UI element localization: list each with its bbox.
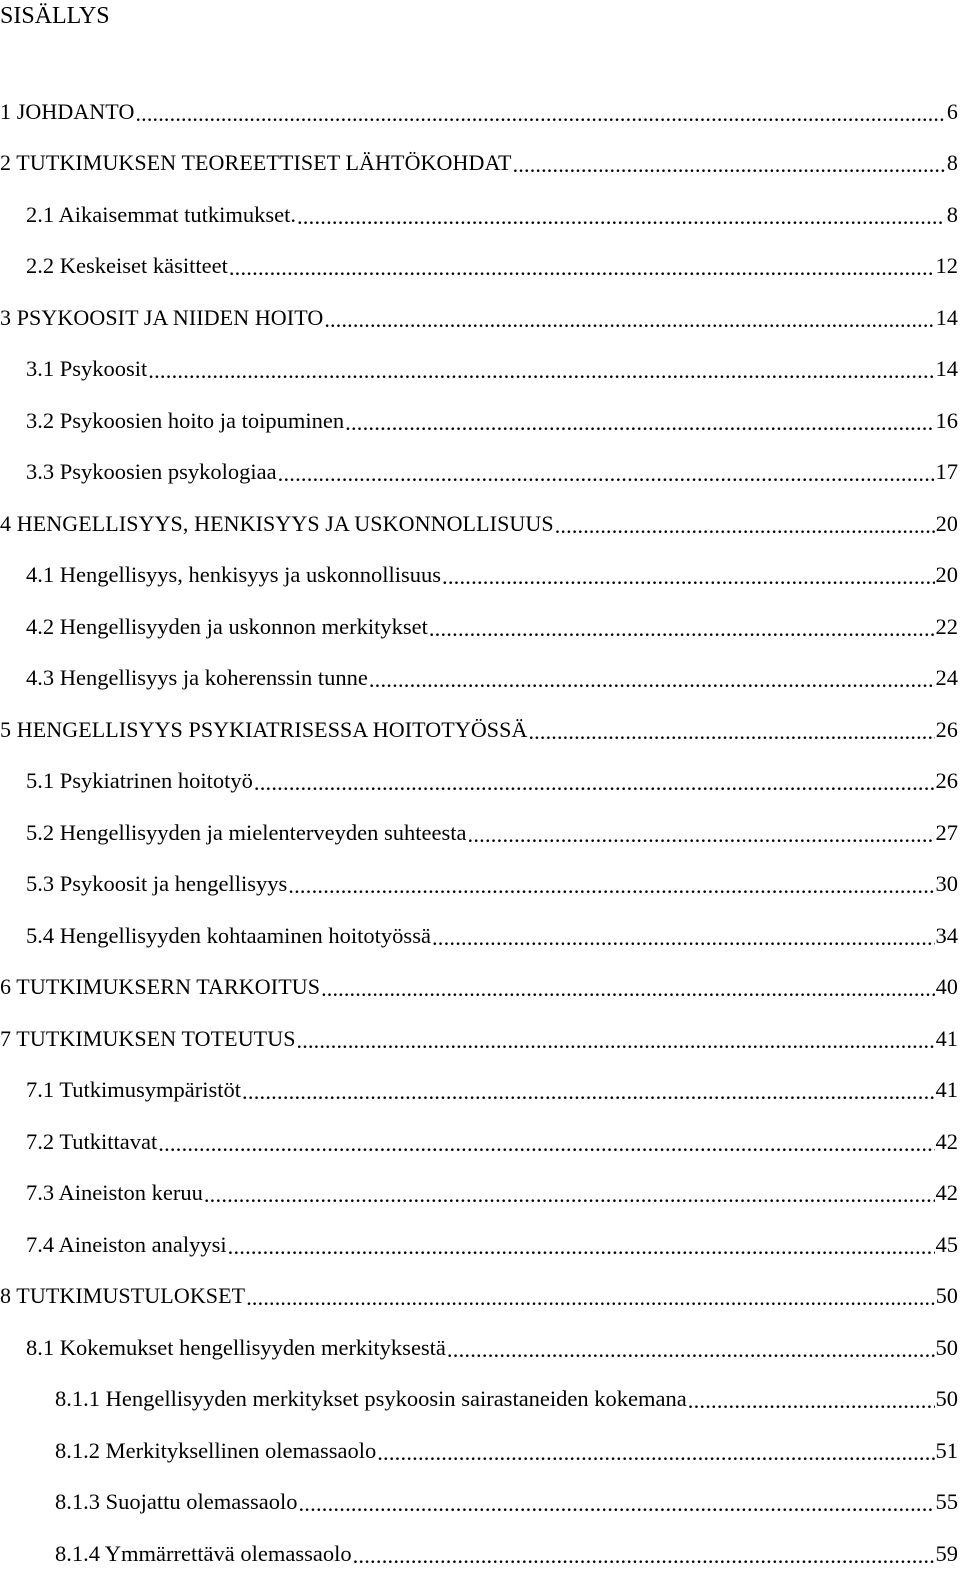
toc-entry-text: 8.1.3 Suojattu olemassaolo bbox=[55, 1489, 298, 1515]
dot-leader bbox=[288, 871, 934, 897]
toc-entry-page: 8 bbox=[946, 201, 958, 227]
toc-entry[interactable] bbox=[0, 756, 958, 808]
toc-entry-page: 17 bbox=[935, 459, 958, 485]
toc-entry-page: 59 bbox=[935, 1540, 958, 1566]
toc-entry[interactable] bbox=[0, 962, 958, 1014]
toc-entry[interactable] bbox=[0, 1477, 958, 1529]
toc-entry-text: 5.3 Psykoosit ja hengellisyys bbox=[26, 871, 288, 897]
toc-entry-text: 5.2 Hengellisyyden ja mielenterveyden suhteesta bbox=[26, 819, 467, 845]
toc-entry-page: 27 bbox=[935, 819, 958, 845]
toc-entry-page: 20 bbox=[935, 510, 958, 536]
toc-entry[interactable] bbox=[0, 704, 958, 756]
toc-entry-text: 7.2 Tutkittavat bbox=[26, 1128, 158, 1154]
toc-entry-text: 5.4 Hengellisyyden kohtaaminen hoitotyössä bbox=[26, 922, 431, 948]
toc-entry-page: 14 bbox=[935, 356, 958, 382]
dot-leader bbox=[321, 974, 935, 1000]
toc-entry-page: 16 bbox=[935, 407, 958, 433]
toc-entry[interactable] bbox=[0, 859, 958, 911]
dot-leader bbox=[468, 820, 935, 846]
toc-entry-text: 7 TUTKIMUKSEN TOTEUTUS bbox=[0, 1025, 296, 1051]
dot-leader bbox=[447, 1335, 935, 1361]
toc-entry-text: 3 PSYKOOSIT JA NIIDEN HOITO bbox=[0, 304, 324, 330]
toc-entry-page: 51 bbox=[935, 1437, 958, 1463]
toc-entry-page: 41 bbox=[935, 1077, 958, 1103]
toc-entry[interactable] bbox=[0, 1116, 958, 1168]
toc-entry-text: 5 HENGELLISYYS PSYKIATRISESSA HOITOTYÖSSÄ bbox=[0, 716, 528, 742]
toc-entry-text: 2.1 Aikaisemmat tutkimukset. bbox=[26, 201, 296, 227]
toc-entry-text: 3.2 Psykoosien hoito ja toipuminen bbox=[26, 407, 345, 433]
toc-title: SISÄLLYS bbox=[0, 3, 110, 29]
dot-leader bbox=[377, 1438, 934, 1464]
dot-leader bbox=[513, 150, 945, 176]
toc-entry-page: 45 bbox=[935, 1231, 958, 1257]
toc-entry-text: 7.4 Aineiston analyysi bbox=[26, 1231, 227, 1257]
toc-entry-page: 22 bbox=[935, 613, 958, 639]
toc-entry-text: 1 JOHDANTO bbox=[0, 98, 135, 124]
toc-entry-text: 7.1 Tutkimusympäristöt bbox=[26, 1077, 242, 1103]
toc-entry-page: 26 bbox=[935, 768, 958, 794]
toc-entry-page: 20 bbox=[935, 562, 958, 588]
toc-entry[interactable] bbox=[0, 653, 958, 705]
toc-entry[interactable] bbox=[0, 1065, 958, 1117]
toc-entry-page: 40 bbox=[935, 974, 958, 1000]
toc-entry-text: 4.2 Hengellisyyden ja uskonnon merkitykset bbox=[26, 613, 428, 639]
toc-entry-page: 26 bbox=[935, 716, 958, 742]
dot-leader bbox=[135, 99, 945, 125]
toc-entry-text: 8.1.4 Ymmärrettävä olemassaolo bbox=[55, 1540, 352, 1566]
toc-entry[interactable] bbox=[0, 86, 958, 138]
dot-leader bbox=[353, 1541, 935, 1567]
toc-entry[interactable] bbox=[0, 395, 958, 447]
dot-leader bbox=[528, 717, 934, 743]
toc-entry-text: 5.1 Psykiatrinen hoitotyö bbox=[26, 768, 253, 794]
dot-leader bbox=[688, 1386, 935, 1412]
toc-entry[interactable] bbox=[0, 1528, 958, 1580]
dot-leader bbox=[204, 1180, 935, 1206]
toc-entry-text: 2.2 Keskeiset käsitteet bbox=[26, 253, 228, 279]
toc-entry[interactable] bbox=[0, 1271, 958, 1323]
toc-entry-page: 6 bbox=[946, 98, 958, 124]
toc-entry[interactable] bbox=[0, 1013, 958, 1065]
toc-entry[interactable] bbox=[0, 1374, 958, 1426]
toc-entry-page: 14 bbox=[935, 304, 958, 330]
toc-entry-page: 24 bbox=[935, 665, 958, 691]
toc-entry-text: 4.1 Hengellisyys, henkisyys ja uskonnollisuus bbox=[26, 562, 441, 588]
toc-entry-text: 8.1 Kokemukset hengellisyyden merkityksestä bbox=[26, 1334, 446, 1360]
toc-entry-text: 7.3 Aineiston keruu bbox=[26, 1180, 203, 1206]
toc-entry-text: 8 TUTKIMUSTULOKSET bbox=[0, 1283, 246, 1309]
toc-entry[interactable] bbox=[0, 1425, 958, 1477]
toc-entry-text: 4 HENGELLISYYS, HENKISYYS JA USKONNOLLISUUS bbox=[0, 510, 554, 536]
toc-entry-page: 55 bbox=[935, 1489, 958, 1515]
dot-leader bbox=[254, 768, 935, 794]
toc-entry[interactable] bbox=[0, 498, 958, 550]
dot-leader bbox=[148, 356, 934, 382]
toc-entry[interactable] bbox=[0, 344, 958, 396]
toc-entry-text: 3.1 Psykoosit bbox=[26, 356, 148, 382]
toc-entry[interactable] bbox=[0, 910, 958, 962]
toc-entry-page: 42 bbox=[935, 1128, 958, 1154]
dot-leader bbox=[278, 459, 935, 485]
toc-entry-text: 6 TUTKIMUKSERN TARKOITUS bbox=[0, 974, 321, 1000]
dot-leader bbox=[432, 923, 935, 949]
toc-entry[interactable] bbox=[0, 292, 958, 344]
toc-entry-page: 42 bbox=[935, 1180, 958, 1206]
dot-leader bbox=[229, 253, 935, 279]
dot-leader bbox=[246, 1283, 935, 1309]
toc-entry-page: 50 bbox=[935, 1386, 958, 1412]
dot-leader bbox=[158, 1129, 934, 1155]
dot-leader bbox=[369, 665, 935, 691]
toc-entry[interactable] bbox=[0, 601, 958, 653]
toc-entry-text: 8.1.1 Hengellisyyden merkitykset psykoosin sairastaneiden kokemana bbox=[55, 1386, 687, 1412]
toc-entry[interactable] bbox=[0, 1168, 958, 1220]
dot-leader bbox=[555, 511, 935, 537]
dot-leader bbox=[429, 614, 935, 640]
toc-entry-page: 8 bbox=[946, 150, 958, 176]
dot-leader bbox=[242, 1077, 934, 1103]
dot-leader bbox=[442, 562, 935, 588]
toc-entry[interactable] bbox=[0, 138, 958, 190]
toc-entry-text: 2 TUTKIMUKSEN TEOREETTISET LÄHTÖKOHDAT bbox=[0, 150, 512, 176]
dot-leader bbox=[297, 202, 945, 228]
toc-entry[interactable] bbox=[0, 447, 958, 499]
toc-list bbox=[0, 86, 958, 1580]
toc-entry-page: 50 bbox=[935, 1334, 958, 1360]
toc-entry-page: 12 bbox=[935, 253, 958, 279]
toc-entry-page: 30 bbox=[935, 871, 958, 897]
toc-entry-text: 4.3 Hengellisyys ja koherenssin tunne bbox=[26, 665, 368, 691]
toc-entry-text: 3.3 Psykoosien psykologiaa bbox=[26, 459, 277, 485]
toc-entry[interactable] bbox=[0, 1322, 958, 1374]
toc-entry-page: 41 bbox=[935, 1025, 958, 1051]
dot-leader bbox=[298, 1489, 934, 1515]
toc-entry[interactable] bbox=[0, 241, 958, 293]
toc-entry[interactable] bbox=[0, 807, 958, 859]
toc-entry-page: 50 bbox=[935, 1283, 958, 1309]
dot-leader bbox=[297, 1026, 935, 1052]
dot-leader bbox=[345, 408, 934, 434]
toc-entry-text: 8.1.2 Merkityksellinen olemassaolo bbox=[55, 1437, 377, 1463]
toc-entry[interactable] bbox=[0, 550, 958, 602]
toc-entry[interactable] bbox=[0, 1219, 958, 1271]
dot-leader bbox=[324, 305, 934, 331]
toc-entry[interactable] bbox=[0, 189, 958, 241]
toc-entry-page: 34 bbox=[935, 922, 958, 948]
dot-leader bbox=[228, 1232, 935, 1258]
